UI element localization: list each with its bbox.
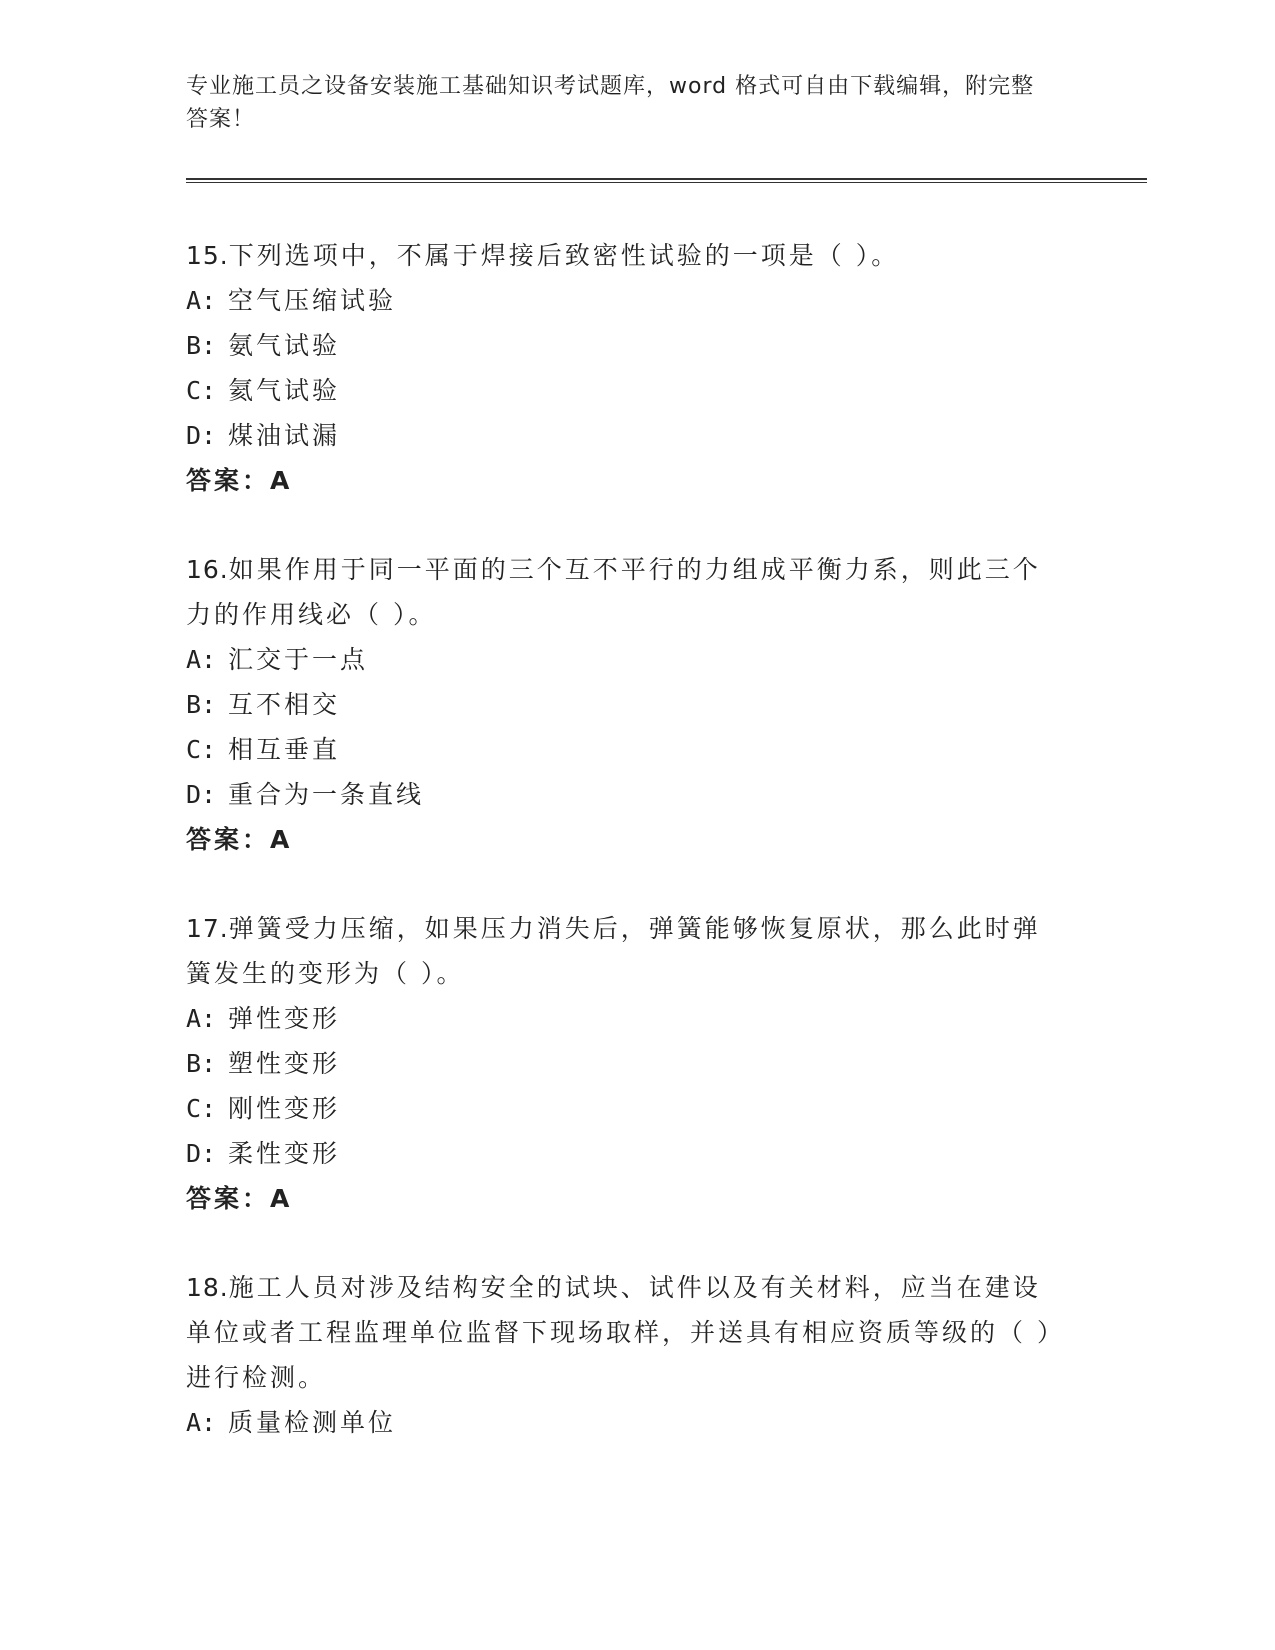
header-divider bbox=[186, 178, 1147, 183]
option-text: 氦气试验 bbox=[228, 376, 341, 405]
option-text: 质量检测单位 bbox=[228, 1408, 397, 1437]
question-text bbox=[186, 906, 1066, 996]
document-header: 专业施工员之设备安装施工基础知识考试题库，word 格式可自由下载编辑，附完整答案！ bbox=[186, 74, 1035, 132]
option-a bbox=[186, 996, 1066, 1041]
question-list bbox=[186, 233, 1066, 1489]
option-letter: B: bbox=[186, 1049, 217, 1078]
question-number: 18. bbox=[186, 1273, 229, 1302]
option-c bbox=[186, 368, 1066, 413]
question-text bbox=[186, 1265, 1066, 1400]
option-text: 汇交于一点 bbox=[228, 645, 369, 674]
option-b bbox=[186, 1041, 1066, 1086]
option-letter: D: bbox=[186, 780, 217, 809]
answer-line: 答案：A bbox=[186, 825, 293, 854]
option-text: 刚性变形 bbox=[228, 1094, 341, 1123]
option-d bbox=[186, 1131, 1066, 1176]
option-a bbox=[186, 1400, 1066, 1445]
option-letter: D: bbox=[186, 421, 217, 450]
option-letter: B: bbox=[186, 690, 217, 719]
option-b bbox=[186, 682, 1066, 727]
option-text: 相互垂直 bbox=[228, 735, 341, 764]
question-15 bbox=[186, 233, 1066, 503]
option-d bbox=[186, 413, 1066, 458]
option-c bbox=[186, 1086, 1066, 1131]
option-text: 柔性变形 bbox=[228, 1139, 341, 1168]
option-text: 互不相交 bbox=[228, 690, 341, 719]
option-text: 塑性变形 bbox=[228, 1049, 341, 1078]
option-letter: C: bbox=[186, 376, 217, 405]
option-c bbox=[186, 727, 1066, 772]
question-text bbox=[186, 233, 1066, 278]
option-letter: A: bbox=[186, 1004, 217, 1033]
question-stem: 如果作用于同一平面的三个互不平行的力组成平衡力系，则此三个力的作用线必（ ）。 bbox=[186, 555, 1041, 629]
option-letter: A: bbox=[186, 645, 217, 674]
question-stem: 施工人员对涉及结构安全的试块、试件以及有关材料，应当在建设单位或者工程监理单位监督下现场取样，并送具有相应资质等级的（ ）进行检测。 bbox=[186, 1273, 1065, 1392]
option-d bbox=[186, 772, 1066, 817]
question-number: 15. bbox=[186, 241, 229, 270]
option-b bbox=[186, 323, 1066, 368]
option-letter: B: bbox=[186, 331, 217, 360]
question-text bbox=[186, 547, 1066, 637]
option-text: 弹性变形 bbox=[228, 1004, 341, 1033]
answer-line: 答案：A bbox=[186, 1184, 293, 1213]
question-number: 17. bbox=[186, 914, 229, 943]
option-letter: D: bbox=[186, 1139, 217, 1168]
option-text: 煤油试漏 bbox=[228, 421, 341, 450]
option-a bbox=[186, 637, 1066, 682]
answer-line: 答案：A bbox=[186, 466, 293, 495]
option-text: 氨气试验 bbox=[228, 331, 341, 360]
option-letter: C: bbox=[186, 1094, 217, 1123]
question-stem: 下列选项中，不属于焊接后致密性试验的一项是（ ）。 bbox=[228, 241, 900, 270]
option-text: 空气压缩试验 bbox=[228, 286, 397, 315]
option-a bbox=[186, 278, 1066, 323]
option-text: 重合为一条直线 bbox=[228, 780, 425, 809]
question-number: 16. bbox=[186, 555, 229, 584]
option-letter: A: bbox=[186, 286, 217, 315]
question-stem: 弹簧受力压缩，如果压力消失后，弹簧能够恢复原状，那么此时弹簧发生的变形为（ ）。 bbox=[186, 914, 1041, 988]
option-letter: A: bbox=[186, 1408, 217, 1437]
question-17 bbox=[186, 906, 1066, 1221]
option-letter: C: bbox=[186, 735, 217, 764]
question-16 bbox=[186, 547, 1066, 862]
question-18 bbox=[186, 1265, 1066, 1445]
